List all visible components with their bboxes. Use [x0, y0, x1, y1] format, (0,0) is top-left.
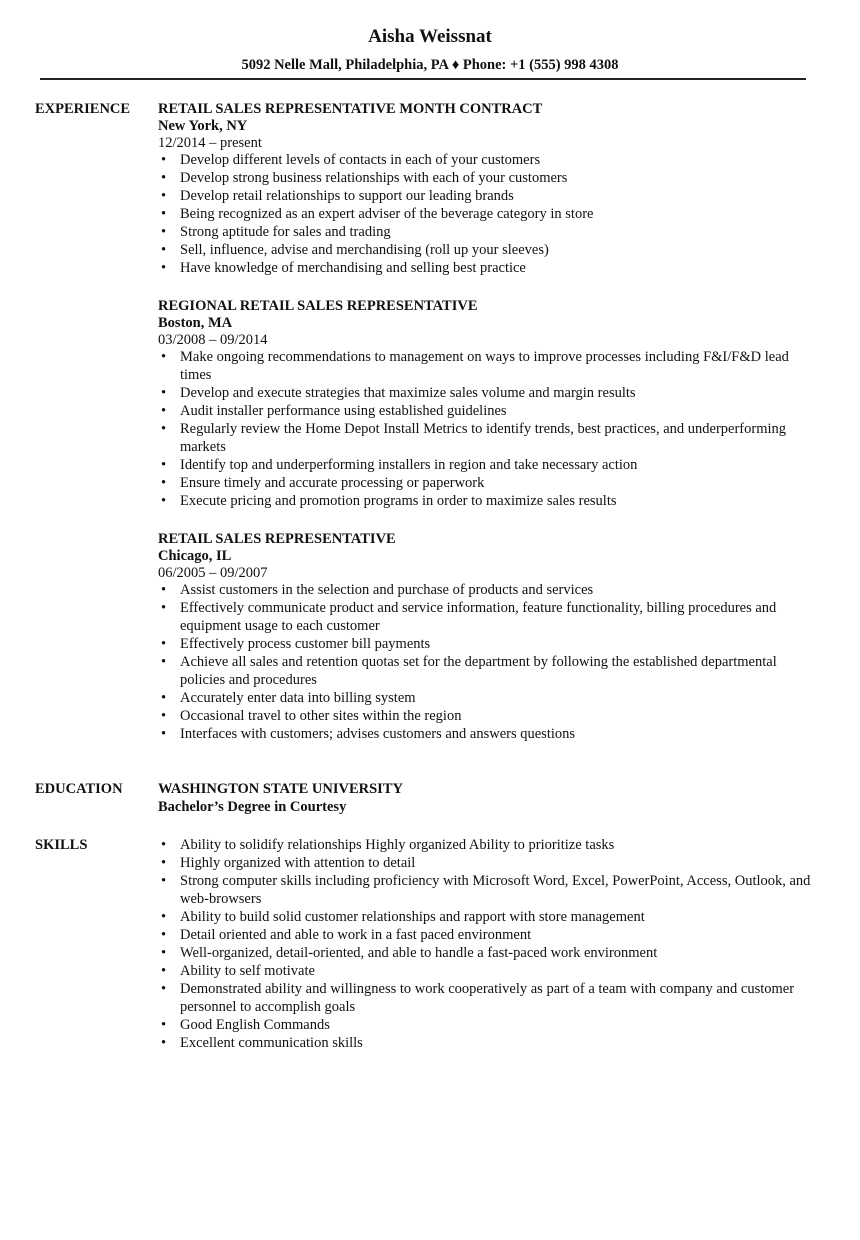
list-item: • Identify top and underperforming installers in region and take necessary action [180, 456, 820, 474]
contact-line: 5092 Nelle Mall, Philadelphia, PA ♦ Phone: +1 (555) 998 4308 [241, 57, 619, 73]
candidate-name: Aisha Weissnat [368, 26, 492, 47]
skills-heading: SKILLS [35, 837, 88, 853]
list-item: • Achieve all sales and retention quotas set for the department by following the established departmental policies and procedures [180, 653, 820, 689]
job-entry [158, 297, 820, 510]
degree: Bachelor’s Degree in Courtesy [158, 799, 347, 815]
list-item: • Strong computer skills including proficiency with Microsoft Word, Excel, PowerPoint, Access, Outlook, and web-browsers [180, 872, 820, 908]
list-item: • Effectively communicate product and service information, feature functionality, billing procedures and equipment usage to each customer [180, 599, 820, 635]
list-item: • Highly organized with attention to detail [180, 854, 820, 872]
list-item: • Assist customers in the selection and purchase of products and services [180, 581, 820, 599]
list-item: • Detail oriented and able to work in a fast paced environment [180, 926, 820, 944]
header-divider [40, 78, 806, 80]
education-body [158, 780, 820, 816]
skills-body [158, 836, 820, 1052]
list-item: • Develop and execute strategies that maximize sales volume and margin results [180, 384, 820, 402]
job-location: Chicago, IL [158, 548, 232, 564]
job-bullets [158, 348, 820, 510]
list-item: • Develop different levels of contacts in each of your customers [180, 151, 820, 169]
job-location: New York, NY [158, 118, 248, 134]
list-item: • Well-organized, detail-oriented, and able to handle a fast-paced work environment [180, 944, 820, 962]
list-item: • Occasional travel to other sites within the region [180, 707, 820, 725]
school-name: WASHINGTON STATE UNIVERSITY [158, 781, 403, 797]
list-item: • Ability to build solid customer relationships and rapport with store management [180, 908, 820, 926]
experience-list [158, 100, 820, 763]
job-title: RETAIL SALES REPRESENTATIVE [158, 531, 396, 547]
list-item: • Sell, influence, advise and merchandising (roll up your sleeves) [180, 241, 820, 259]
list-item: • Ability to self motivate [180, 962, 820, 980]
list-item: • Have knowledge of merchandising and selling best practice [180, 259, 820, 277]
skills-list [158, 836, 820, 1052]
list-item: • Being recognized as an expert adviser of the beverage category in store [180, 205, 820, 223]
list-item: • Accurately enter data into billing system [180, 689, 820, 707]
job-bullets [158, 151, 820, 277]
list-item: • Regularly review the Home Depot Install Metrics to identify trends, best practices, and underperforming markets [180, 420, 820, 456]
job-dates: 06/2005 – 09/2007 [158, 565, 268, 581]
job-dates: 03/2008 – 09/2014 [158, 332, 268, 348]
list-item: • Demonstrated ability and willingness to work cooperatively as part of a team with company and customer personnel to accomplish goals [180, 980, 820, 1016]
education-section [0, 780, 860, 816]
job-entry [158, 530, 820, 743]
job-title: REGIONAL RETAIL SALES REPRESENTATIVE [158, 298, 478, 314]
list-item: • Execute pricing and promotion programs in order to maximize sales results [180, 492, 820, 510]
list-item: • Interfaces with customers; advises customers and answers questions [180, 725, 820, 743]
list-item: • Strong aptitude for sales and trading [180, 223, 820, 241]
education-heading: EDUCATION [35, 781, 123, 797]
job-dates: 12/2014 – present [158, 135, 262, 151]
list-item: • Audit installer performance using established guidelines [180, 402, 820, 420]
list-item: • Excellent communication skills [180, 1034, 820, 1052]
list-item: • Make ongoing recommendations to management on ways to improve processes including F&I/F&D lead times [180, 348, 820, 384]
experience-section [0, 100, 860, 763]
list-item: • Ability to solidify relationships Highly organized Ability to prioritize tasks [180, 836, 820, 854]
experience-heading: EXPERIENCE [35, 101, 131, 117]
list-item: • Develop retail relationships to support our leading brands [180, 187, 820, 205]
list-item: • Good English Commands [180, 1016, 820, 1034]
list-item: • Develop strong business relationships with each of your customers [180, 169, 820, 187]
job-entry [158, 100, 820, 277]
job-title: RETAIL SALES REPRESENTATIVE MONTH CONTRACT [158, 101, 543, 117]
job-bullets [158, 581, 820, 743]
job-location: Boston, MA [158, 315, 233, 331]
skills-section [0, 836, 860, 1052]
list-item: • Ensure timely and accurate processing or paperwork [180, 474, 820, 492]
list-item: • Effectively process customer bill payments [180, 635, 820, 653]
